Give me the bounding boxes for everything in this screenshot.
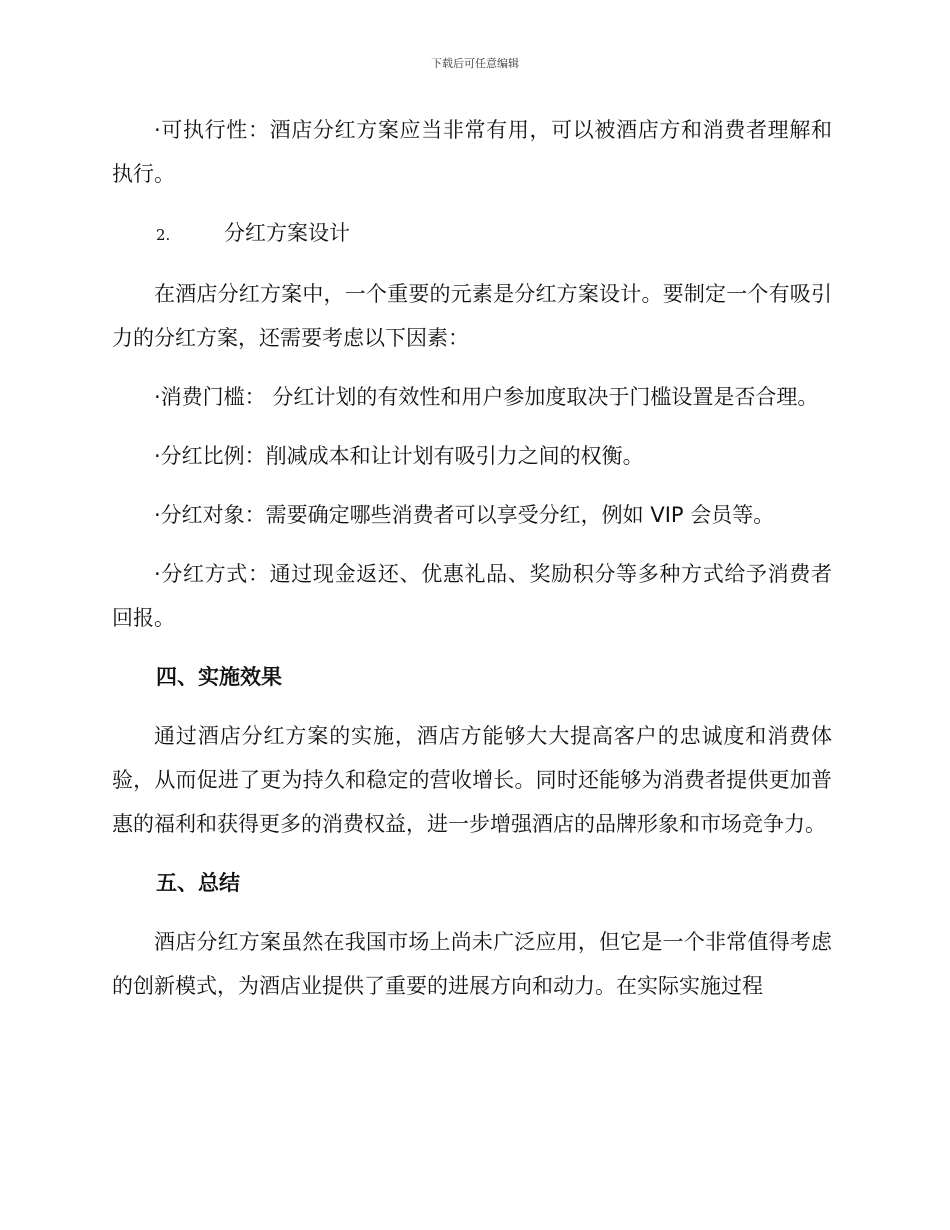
bullet-threshold: ·消费门槛： 分红计划的有效性和用户参加度取决于门槛设置是否合理。 [154, 385, 819, 409]
paragraph-executability: ·可执行性：酒店分红方案应当非常有用，可以被酒店方和消费者理解和执行。 [112, 118, 832, 186]
bullet-method: ·分红方式：通过现金返还、优惠礼品、奖励积分等多种方式给予消费者回报。 [112, 562, 832, 630]
document-body [112, 108, 832, 1008]
section-title: 分红方案设计 [224, 221, 350, 245]
heading-summary: 五、总结 [156, 871, 240, 895]
page-header: 下载后可任意编辑 [431, 57, 519, 70]
paragraph-effect: 通过酒店分红方案的实施，酒店方能够大大提高客户的忠诚度和消费体验，从而促进了更为持久和稳定的营收增长。同时还能够为消费者提供更加普惠的福利和获得更多的消费权益，进一步增强酒店的品牌形象和市场竞争力。 [112, 724, 832, 836]
paragraph-summary: 酒店分红方案虽然在我国市场上尚未广泛应用，但它是一个非常值得考虑的创新模式，为酒店业提供了重要的进展方向和动力。在实际实施过程 [112, 930, 832, 998]
paragraph-design-intro: 在酒店分红方案中，一个重要的元素是分红方案设计。要制定一个有吸引力的分红方案，还需要考虑以下因素： [112, 282, 832, 350]
bullet-target: ·分红对象：需要确定哪些消费者可以享受分红，例如 VIP 会员等。 [154, 503, 775, 527]
heading-implementation-effect: 四、实施效果 [156, 665, 282, 689]
bullet-ratio: ·分红比例：削减成本和让计划有吸引力之间的权衡。 [154, 444, 644, 468]
section-number: 2. [156, 226, 171, 244]
section-heading-dividend-design [112, 211, 832, 257]
